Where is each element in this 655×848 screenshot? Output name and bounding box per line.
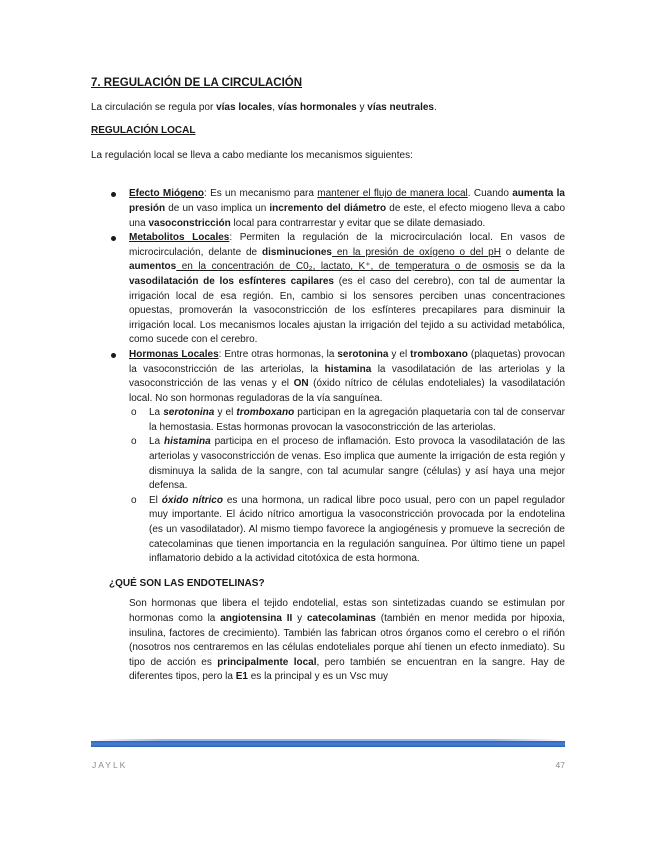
bold-text: angiotensina II — [220, 613, 293, 624]
bold-text: vasodilatación de los esfínteres capilares — [129, 275, 334, 287]
body-text: (también en menor medida por hipoxia, insulina, factores de crecimiento). También las fabrican otros órganos como el cerebro o el riñón (nosotros nos centraremos en las células endoteliales porque ahí tienen un efecto inmediato). Su tipo de acción es — [129, 613, 566, 668]
body-text: (plaquetas) provocan la vasoconstricción de las arteriolas, la — [129, 348, 565, 375]
term-metabolitos: Metabolitos Locales — [129, 232, 230, 244]
endotelinas-heading: ¿QUÉ SON LAS ENDOTELINAS? — [109, 577, 265, 589]
intro-bold-local: vías locales — [216, 101, 273, 113]
bold-text: serotonina — [337, 348, 389, 360]
term-miogeno: Efecto Miógeno — [129, 188, 204, 200]
bold-text: tromboxano — [410, 348, 468, 360]
body-text: local para contrarrestar y evitar que se dilate demasiado. — [230, 217, 486, 229]
bold-text: catecolaminas — [306, 613, 376, 624]
bold-text: ON — [293, 378, 309, 390]
body-text: El — [149, 494, 162, 506]
mechanism-list — [91, 187, 565, 566]
hormone-sublist — [129, 406, 565, 567]
body-text: (es el caso del cerebro), con tal de aumentar la irrigación local de esa región. En, cambio si los sensores perciben unas concentraciones opuestas, promoverán la vasoconstricción de los esfínteres precapilares para disminuir la irrigación local. Los mecanismos locales ajustan la irrigación del tejido a su actividad metabólica, como sucede con el cerebro. — [129, 275, 565, 346]
body-text: y el — [214, 407, 237, 419]
bold-text: vasoconstricción — [148, 217, 231, 229]
intro-text: . — [434, 101, 437, 113]
section-title: 7. REGULACIÓN DE LA CIRCULACIÓN — [91, 77, 303, 89]
sublist-item-histamina — [129, 435, 565, 493]
body-text: la vasodilatación de las arteriolas y la vasoconstricción de las venas y el — [129, 363, 565, 390]
body-text: es la principal y es un Vsc muy — [247, 671, 389, 683]
local-heading: REGULACIÓN LOCAL — [91, 125, 196, 137]
circle-bullet-icon: o — [131, 436, 137, 448]
list-item-miogeno — [91, 187, 565, 231]
intro-text: y — [356, 101, 368, 113]
body-text: participa en el proceso de inflamación. Esto provoca la vasodilatación de las arteriolas y vasoconstricción de venas. Eso implica que aumente la irrigación de esta región y disminuya la salida de la sangre, con tal acumular sangre (células) y así haya una mejor defensa. — [149, 436, 565, 492]
body-text: de un vaso implica un — [165, 202, 270, 214]
bullet-dot-icon — [111, 353, 116, 358]
body-text: y — [292, 613, 307, 624]
bold-text: incremento del diámetro — [269, 202, 387, 214]
intro-paragraph — [91, 101, 565, 116]
bold-italic-text: serotonina — [163, 407, 215, 419]
body-text: Son hormonas que libera el tejido endotelial, estas son sintetizadas cuando se estimulan por hormonas como la — [129, 598, 565, 624]
page-number: 47 — [555, 760, 565, 770]
list-item-hormonas — [91, 348, 565, 567]
body-text: La — [149, 407, 164, 419]
intro-bold-neutral: vías neutrales — [367, 101, 434, 113]
bold-text: aumenta la presión — [129, 188, 565, 214]
sublist-item-oxido-nitrico — [129, 494, 565, 567]
body-text: o delante de — [500, 246, 565, 258]
body-text: : Permiten la regulación de la microcirculación local. En vasos de microcirculación, delante de — [129, 232, 566, 258]
intro-text: La circulación se regula por — [91, 101, 217, 113]
local-lead: La regulación local se lleva a cabo mediante los mecanismos siguientes: — [91, 149, 413, 161]
body-text: es una hormona, un radical libre poco usual, pero con un papel regulador muy importante. El ácido nítrico amortigua la vasoconstricción provocada por la endotelina (es un vasodilatador). Al mismo tiempo favorece la angiogénesis y promueve la secreción de catecolaminas que tienen importancia en la regulación sanguínea. Por último tiene un papel inflamatorio debido a la actividad citotóxica de esta hormona. — [149, 494, 566, 565]
body-text: , pero también se encuentran en la sangre. Hay de diferentes tipos, pero la — [129, 656, 565, 683]
body-text: : Entre otras hormonas, la — [218, 348, 338, 360]
term-hormonas: Hormonas Locales — [129, 348, 219, 360]
body-text: La — [149, 436, 165, 448]
bold-italic-text: histamina — [164, 436, 211, 448]
underlined-text: mantener el flujo de manera local — [317, 188, 468, 200]
page-content — [91, 76, 565, 685]
bold-text: histamina — [324, 363, 372, 375]
bold-italic-text: óxido nítrico — [161, 494, 223, 506]
bold-text: E1 — [235, 671, 248, 683]
body-text: : Es un mecanismo para — [203, 188, 318, 200]
bold-text: disminuciones — [261, 246, 332, 258]
list-item-metabolitos — [91, 231, 565, 348]
body-text: de este, el efecto miogeno lleva a cabo una — [129, 202, 566, 229]
endotelinas-paragraph — [129, 597, 565, 685]
sublist-item-serotonina — [129, 406, 565, 435]
footer-author: JAYLK — [92, 760, 128, 770]
circle-bullet-icon: o — [131, 407, 137, 419]
underlined-text: en la presión de oxígeno o del pH — [331, 246, 501, 258]
body-text: . Cuando — [467, 188, 513, 200]
intro-bold-hormonal: vías hormonales — [277, 101, 357, 113]
body-text: y el — [388, 348, 411, 360]
circle-bullet-icon: o — [131, 494, 137, 506]
bullet-dot-icon — [111, 192, 116, 197]
bold-text: aumentos — [129, 261, 177, 273]
bold-italic-text: tromboxano — [236, 407, 295, 419]
underlined-text: en la concentración de C0₂, lactato, K⁺, de temperatura o de osmosis — [176, 261, 520, 273]
footer-bar — [91, 741, 565, 747]
body-text: participan en la agregación plaquetaria con tal de conservar la hemostasia. Estas hormonas provocan la vasoconstricción de las arteriolas. — [149, 407, 565, 433]
bold-text: principalmente local — [217, 656, 317, 668]
bullet-dot-icon — [111, 236, 116, 241]
intro-text: , — [272, 101, 278, 113]
body-text: se da la — [519, 261, 565, 273]
body-text: (óxido nítrico de células endoteliales) la vasodilatación local. No son hormonas reguladoras de la vía sanguínea. — [129, 378, 566, 404]
